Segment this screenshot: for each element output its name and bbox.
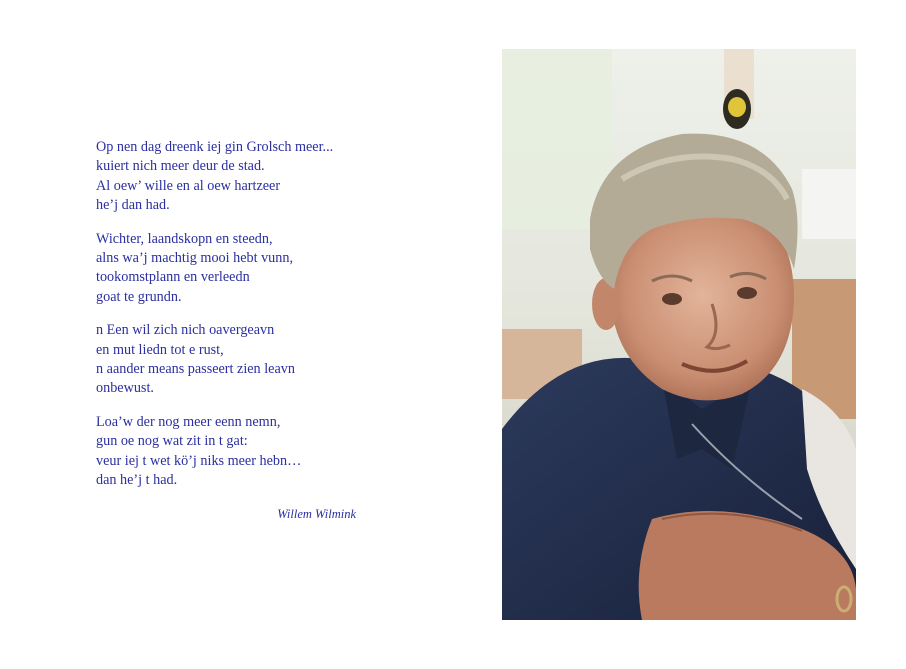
stanza-3 <box>96 321 396 399</box>
poem-line: Op nen dag dreenk iej gin Grolsch meer... <box>96 139 334 155</box>
poem-line: tookomstplann en verleedn <box>96 269 250 286</box>
poem-line: Wichter, laandskopn en steedn, <box>96 230 273 247</box>
portrait-photo <box>502 49 856 620</box>
poem-author: Willem Wilmink <box>277 507 356 521</box>
stanza-4 <box>96 413 396 491</box>
poem-line: gun oe nog wat zit in t gat: <box>96 433 248 450</box>
poem <box>96 138 396 505</box>
poem-line: dan he’j t had. <box>96 472 178 489</box>
poem-line: goat te grundn. <box>96 288 182 305</box>
stanza-1 <box>96 138 396 216</box>
poem-line: he’j dan had. <box>96 197 170 214</box>
poem-line: n Een wil zich nich oavergeavn <box>96 322 275 339</box>
poem-line: Al oew’ wille en al oew hartzeer <box>96 177 281 194</box>
poem-line: alns wa’j machtig mooi hebt vunn, <box>96 250 294 267</box>
poem-line: n aander means passeert zien leavn <box>96 361 295 378</box>
poem-line: Loa’w der nog meer eenn nemn, <box>96 413 281 430</box>
stanza-2 <box>96 230 396 308</box>
poem-line: en mut liedn tot e rust, <box>96 341 224 358</box>
poem-line: onbewust. <box>96 380 154 397</box>
poem-line: veur iej t wet kö’j niks meer hebn… <box>96 452 302 469</box>
poem-line: kuiert nich meer deur de stad. <box>96 158 265 175</box>
